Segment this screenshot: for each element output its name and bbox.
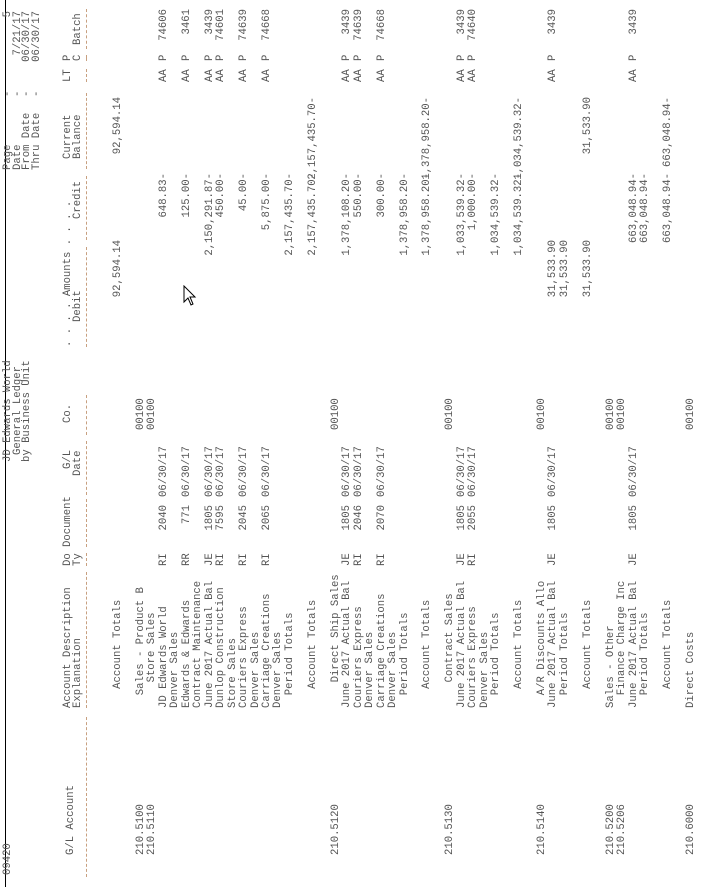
thru-date-value: 06/30/17 xyxy=(31,11,43,62)
doc-type: RR xyxy=(180,553,193,566)
mouse-pointer-icon xyxy=(183,285,197,307)
ledger-type: AA xyxy=(260,69,273,82)
debit-amount: 31,533.90 xyxy=(581,240,594,298)
credit-amount: 663,048.94- xyxy=(639,173,652,243)
account-description: JD Edwards World xyxy=(157,606,170,708)
current-balance: 663,048.94- xyxy=(662,97,675,167)
posted-code: P xyxy=(352,54,365,61)
gl-date: 06/30/17 xyxy=(341,446,354,497)
account-description: Carriage Creations xyxy=(375,593,388,708)
account-description: Couriers Express xyxy=(352,606,365,708)
gl-date: 06/30/17 xyxy=(203,446,216,497)
current-balance: 31,533.90 xyxy=(581,97,594,155)
credit-amount: 663,048.94- xyxy=(662,173,675,243)
account-description: Period Totals xyxy=(639,612,652,696)
posted-code: P xyxy=(627,54,640,61)
account-description: Carriage Creations xyxy=(260,593,273,708)
credit-amount: 45.00- xyxy=(238,173,251,212)
company: 00100 xyxy=(685,398,697,430)
ledger-type: AA xyxy=(203,69,216,82)
divider xyxy=(86,55,87,61)
credit-amount: 663,048.94- xyxy=(627,173,640,243)
col-p: P xyxy=(62,54,74,61)
document-number: 1805 xyxy=(341,505,354,531)
col-explanation: Explanation xyxy=(72,638,84,708)
posted-code: P xyxy=(215,54,228,61)
batch-number: 74639 xyxy=(352,9,365,41)
doc-type: RI xyxy=(260,553,273,566)
batch-number: 74668 xyxy=(260,9,273,41)
account-description: Denver Sales xyxy=(169,631,182,708)
credit-amount: 1,378,958.20- xyxy=(398,173,411,256)
col-amounts: . . . . Amounts . . . . xyxy=(62,200,74,347)
gl-account-number: 210.5120 xyxy=(329,804,342,855)
col-debit: Debit xyxy=(72,290,84,322)
posted-code: P xyxy=(203,54,216,61)
date-value: 7/21/17 xyxy=(12,11,24,56)
credit-amount: 2,150,291.87- xyxy=(203,173,216,256)
document-number: 2055 xyxy=(467,505,480,531)
account-description: Finance Charge Inc xyxy=(616,580,629,696)
col-co: Co. xyxy=(62,403,74,423)
divider xyxy=(86,9,87,49)
account-description: June 2017 Actual Bal xyxy=(547,580,560,708)
debit-amount: 92,594.14 xyxy=(112,240,124,298)
credit-amount: 1,378,958.20- xyxy=(421,173,434,256)
account-description: A/R Discounts Allo xyxy=(536,580,549,696)
gl-account-number: 210.5200 xyxy=(604,804,617,855)
page-label: Page xyxy=(2,144,14,170)
account-description: Period Totals xyxy=(398,612,411,696)
current-balance: 1,378,958.20- xyxy=(421,97,434,180)
gl-account-number: 210.5100 xyxy=(134,804,147,855)
batch-number: 3439 xyxy=(203,9,216,35)
col-current: Current xyxy=(62,114,74,159)
account-description: Edwards & Edwards xyxy=(180,599,193,708)
document-number: 1805 xyxy=(455,505,468,531)
report-subtitle: General Ledger xyxy=(12,365,24,455)
document-number: 2045 xyxy=(238,505,251,531)
batch-number: 74668 xyxy=(375,9,388,41)
col-credit: Credit xyxy=(72,180,84,219)
document-number: 2046 xyxy=(352,505,365,531)
divider xyxy=(86,93,87,169)
posted-code: P xyxy=(455,54,468,61)
gl-account-number: 210.5110 xyxy=(146,804,159,855)
divider xyxy=(86,395,87,435)
posted-code: P xyxy=(260,54,273,61)
gl-date: 06/30/17 xyxy=(352,446,365,497)
document-number: 1805 xyxy=(627,505,640,531)
gl-date: 06/30/17 xyxy=(455,446,468,497)
account-description: Dunlop Construction xyxy=(215,587,228,708)
account-description: Account Totals xyxy=(306,599,319,689)
posted-code: P xyxy=(238,54,251,61)
account-description: Contract Maintenance xyxy=(192,580,205,708)
document-number: 2040 xyxy=(157,505,170,531)
col-batch: Batch xyxy=(72,13,84,45)
divider xyxy=(86,572,87,708)
page-number: 5 xyxy=(2,11,14,18)
credit-amount: 1,034,539.32- xyxy=(513,173,526,256)
gl-account-number: 210.6000 xyxy=(685,804,697,855)
gl-account-number: 210.5206 xyxy=(616,804,629,855)
credit-amount: 125.00- xyxy=(180,173,193,218)
batch-number: 74639 xyxy=(238,9,251,41)
gl-account-number: 210.5130 xyxy=(444,804,457,855)
account-description: Couriers Express xyxy=(467,606,480,708)
credit-amount: 2,157,435.70- xyxy=(283,173,296,256)
account-description: Account Totals xyxy=(662,599,675,689)
batch-number: 74606 xyxy=(157,9,170,41)
credit-amount: 450.00- xyxy=(215,173,228,218)
account-description: Denver Sales xyxy=(478,631,491,708)
col-balance: Balance xyxy=(72,114,84,159)
divider xyxy=(86,247,87,347)
batch-number: 3439 xyxy=(627,9,640,35)
account-description: Contract Sales xyxy=(444,593,457,683)
document-number: 7595 xyxy=(215,505,228,531)
ledger-type: AA xyxy=(157,69,170,82)
account-description: Couriers Express xyxy=(238,606,251,708)
col-do: Do xyxy=(62,553,74,566)
report-subtitle-2: by Business Unit xyxy=(21,360,33,462)
account-description: Sales - Product B xyxy=(134,587,147,696)
batch-number: 3439 xyxy=(547,9,560,35)
account-description: Store Sales xyxy=(146,612,159,683)
batch-number: 3461 xyxy=(180,9,193,35)
account-description: Account Totals xyxy=(421,599,434,689)
col-account-description: Account Description xyxy=(62,587,74,708)
account-description: Period Totals xyxy=(490,612,503,696)
date-dash: - xyxy=(12,90,24,97)
divider xyxy=(86,553,87,566)
posted-code: P xyxy=(157,54,170,61)
doc-type: RI xyxy=(375,553,388,566)
from-dash: - xyxy=(21,90,33,97)
doc-type: JE xyxy=(203,553,216,566)
account-description: Denver Sales xyxy=(387,631,400,708)
doc-type: RI xyxy=(157,553,170,566)
col-c: C xyxy=(72,54,84,61)
thru-dash: - xyxy=(31,90,43,97)
current-balance: 2,157,435.70- xyxy=(306,97,319,180)
doc-type: JE xyxy=(455,553,468,566)
doc-type: JE xyxy=(627,553,640,566)
debit-amount: 31,533.90 xyxy=(558,240,571,298)
posted-code: P xyxy=(341,54,354,61)
divider xyxy=(86,717,87,877)
gl-date: 06/30/17 xyxy=(215,446,228,497)
company: 00100 xyxy=(329,398,342,430)
credit-amount: 1,000.00- xyxy=(467,173,480,231)
gl-date: 06/30/17 xyxy=(547,446,560,497)
col-gl: G/L xyxy=(62,449,74,469)
date-label: Date xyxy=(12,144,24,170)
account-description: Account Totals xyxy=(112,599,124,689)
thru-date-label: Thru Date xyxy=(31,112,43,170)
company: 00100 xyxy=(616,398,629,430)
document-number: 771 xyxy=(180,505,193,525)
credit-amount: 1,033,539.32- xyxy=(455,173,468,256)
current-balance: 1,034,539.32- xyxy=(513,97,526,180)
divider xyxy=(86,499,87,547)
credit-amount: 648.83- xyxy=(157,173,170,218)
account-description: Denver Sales xyxy=(272,631,285,708)
doc-type: JE xyxy=(547,553,560,566)
batch-number: 74640 xyxy=(467,9,480,41)
batch-number: 3439 xyxy=(455,9,468,35)
current-balance: 92,594.14 xyxy=(112,97,124,155)
posted-code: P xyxy=(467,54,480,61)
account-description: Direct Costs xyxy=(685,631,697,708)
page-dash: - xyxy=(2,90,14,97)
gl-date: 06/30/17 xyxy=(375,446,388,497)
posted-code: P xyxy=(180,54,193,61)
credit-amount: 1,378,108.20- xyxy=(341,173,354,256)
batch-number: 74601 xyxy=(215,9,228,41)
col-gl-account: G/L Account xyxy=(65,785,77,855)
ledger-type: AA xyxy=(215,69,228,82)
ledger-type: AA xyxy=(341,69,354,82)
debit-amount: 31,533.90 xyxy=(547,240,560,298)
ledger-type: AA xyxy=(375,69,388,82)
account-description: June 2017 Actual Bal xyxy=(203,580,216,708)
gl-account-number: 210.5140 xyxy=(536,804,549,855)
posted-code: P xyxy=(375,54,388,61)
gl-date: 06/30/17 xyxy=(180,446,193,497)
gl-date: 06/30/17 xyxy=(260,446,273,497)
credit-amount: 550.00- xyxy=(352,173,365,218)
credit-amount: 2,157,435.70- xyxy=(306,173,319,256)
company: 00100 xyxy=(444,398,457,430)
gl-date: 06/30/17 xyxy=(627,446,640,497)
ledger-type: AA xyxy=(180,69,193,82)
ledger-type: AA xyxy=(238,69,251,82)
program-id: 09420 xyxy=(2,843,14,875)
divider xyxy=(86,176,87,240)
gl-date: 06/30/17 xyxy=(238,446,251,497)
from-date-value: 06/30/17 xyxy=(21,11,33,62)
doc-type: RI xyxy=(215,553,228,566)
ledger-type: AA xyxy=(627,69,640,82)
col-date: Date xyxy=(72,450,84,476)
ledger-type: AA xyxy=(352,69,365,82)
doc-type: JE xyxy=(341,553,354,566)
report-title: JD Edwards World xyxy=(2,360,14,462)
divider xyxy=(86,441,87,495)
account-description: Account Totals xyxy=(581,599,594,689)
document-number: 1805 xyxy=(547,505,560,531)
account-description: Direct Ship Sales xyxy=(329,574,342,683)
company: 00100 xyxy=(604,398,617,430)
document-number: 2065 xyxy=(260,505,273,531)
company: 00100 xyxy=(146,398,159,430)
document-number: 2070 xyxy=(375,505,388,531)
account-description: Store Sales xyxy=(226,638,239,708)
posted-code: P xyxy=(547,54,560,61)
account-description: Period Totals xyxy=(283,612,296,696)
account-description: Period Totals xyxy=(558,612,571,696)
divider xyxy=(86,69,87,82)
col-document: Document xyxy=(62,496,74,547)
credit-amount: 1,034,539.32- xyxy=(490,173,503,256)
ledger-type: AA xyxy=(547,69,560,82)
doc-type: RI xyxy=(467,553,480,566)
from-date-label: From Date xyxy=(21,112,33,170)
doc-type: RI xyxy=(238,553,251,566)
col-ty: Ty xyxy=(72,553,84,566)
account-description: Sales - Other xyxy=(604,625,617,708)
ledger-type: AA xyxy=(467,69,480,82)
account-description: Denver Sales xyxy=(364,631,377,708)
batch-number: 3439 xyxy=(341,9,354,35)
gl-date: 06/30/17 xyxy=(157,446,170,497)
document-number: 1805 xyxy=(203,505,216,531)
gl-date: 06/30/17 xyxy=(467,446,480,497)
col-lt: LT xyxy=(62,69,74,82)
company: 00100 xyxy=(536,398,549,430)
ledger-type: AA xyxy=(455,69,468,82)
account-description: Denver Sales xyxy=(249,631,262,708)
account-description: Account Totals xyxy=(513,599,526,689)
credit-amount: 300.00- xyxy=(375,173,388,218)
doc-type: RI xyxy=(352,553,365,566)
company: 00100 xyxy=(134,398,147,430)
account-description: June 2017 Actual Bal xyxy=(627,580,640,708)
account-description: June 2017 Actual Bal xyxy=(455,580,468,708)
credit-amount: 5,875.00- xyxy=(260,173,273,231)
account-description: June 2017 Actual Bal xyxy=(341,580,354,708)
